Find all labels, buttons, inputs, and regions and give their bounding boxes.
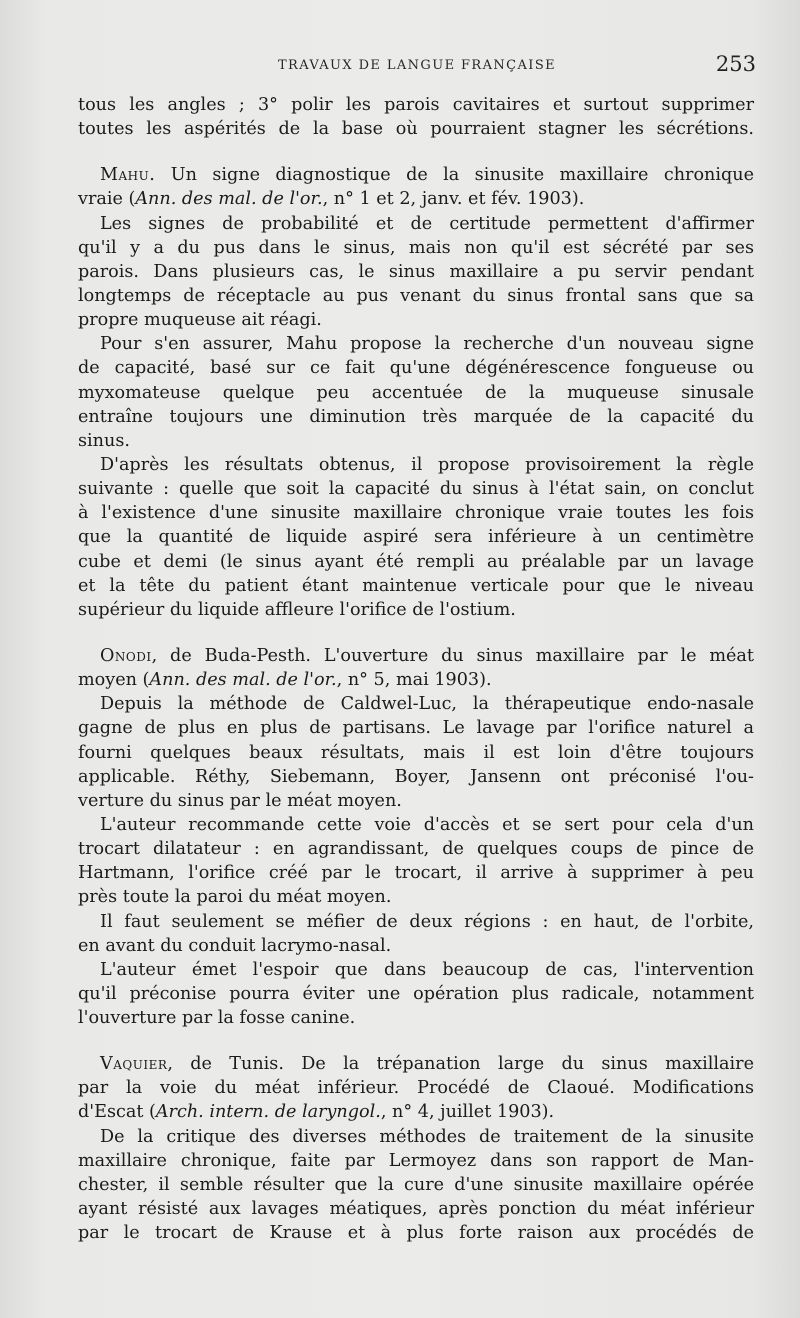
text-line: de capacité, basé sur ce fait qu'une dégénérescence fongueuse ou — [78, 358, 754, 379]
text-line: entraîne toujours une diminution très marquée de la capacité du — [78, 406, 754, 427]
text-line: à l'existence d'une sinusite maxillaire chronique vraie toutes les fois — [78, 503, 754, 524]
text-line: d'Escat (Arch. intern. de laryngol., n° 4, juillet 1903). — [78, 1102, 555, 1123]
text-line: et la tête du patient étant maintenue verticale pour que le niveau — [78, 575, 754, 596]
text-line: qu'il préconise pourra éviter une opération plus radicale, notamment — [78, 983, 754, 1004]
text-line: maxillaire chronique, faite par Lermoyez dans son rapport de Man- — [78, 1150, 754, 1171]
author-name: Mahu. — [100, 165, 156, 186]
text-line: cube et demi (le sinus ayant été rempli au préalable par un lavage — [78, 551, 754, 572]
author-name: Vaquier — [100, 1054, 168, 1075]
entry-mahu-heading-line: Mahu. Un signe diagnostique de la sinusite maxillaire chronique — [100, 165, 754, 186]
text-line: en avant du conduit lacrymo-nasal. — [78, 935, 392, 956]
text-line: supérieur du liquide affleure l'orifice de l'ostium. — [78, 599, 516, 620]
text-line: sinus. — [78, 430, 130, 451]
text-line: parois. Dans plusieurs cas, le sinus maxillaire a pu servir pendant — [78, 261, 754, 282]
text-line: verture du sinus par le méat moyen. — [78, 790, 402, 811]
text-line: moyen (Ann. des mal. de l'or., n° 5, mai 1903). — [78, 670, 492, 691]
page-number: 253 — [715, 52, 756, 76]
text-line: Pour s'en assurer, Mahu propose la recherche d'un nouveau signe — [100, 334, 754, 355]
text-line: vraie (Ann. des mal. de l'or., n° 1 et 2, janv. et fév. 1903). — [78, 189, 585, 210]
text-line: qu'il y a du pus dans le sinus, mais non qu'il est sécrété par ses — [78, 237, 754, 258]
text-line: Les signes de probabilité et de certitude permettent d'affirmer — [100, 213, 754, 234]
text-line: tous les angles ; 3° polir les parois cavitaires et surtout supprimer — [78, 95, 754, 115]
journal-title: Ann. des mal. de l'or. — [149, 670, 337, 691]
text-line: Il faut seulement se méfier de deux régions : en haut, de l'orbite, — [100, 911, 754, 932]
text-line: par la voie du méat inférieur. Procédé de Claoué. Modifications — [78, 1078, 754, 1099]
text-line: D'après les résultats obtenus, il propose provisoirement la règle — [100, 454, 754, 475]
text-line: propre muqueuse ait réagi. — [78, 310, 322, 331]
text-line: fourni quelques beaux résultats, mais il est loin d'être toujours — [78, 742, 754, 763]
text-line: près toute la paroi du méat moyen. — [78, 887, 392, 908]
entry-onodi-heading-line: Onodi, de Buda-Pesth. L'ouverture du sinus maxillaire par le méat — [100, 645, 754, 666]
text-line: De la critique des diverses méthodes de traitement de la sinusite — [100, 1126, 754, 1147]
journal-title: Ann. des mal. de l'or. — [135, 189, 323, 210]
text-line: par le trocart de Krause et à plus forte raison aux procédés de — [78, 1223, 754, 1244]
text-line: L'auteur émet l'espoir que dans beaucoup de cas, l'intervention — [100, 959, 754, 980]
text-line: applicable. Réthy, Siebemann, Boyer, Jansenn ont préconisé l'ou- — [78, 766, 754, 787]
text-line: myxomateuse quelque peu accentuée de la muqueuse sinusale — [78, 382, 754, 403]
body-text — [78, 93, 754, 1245]
running-head: TRAVAUX DE LANGUE FRANÇAISE — [277, 58, 557, 73]
text-line: toutes les aspérités de la base où pourraient stagner les sécrétions. — [78, 119, 754, 140]
text-line: gagne de plus en plus de partisans. Le lavage par l'orifice naturel a — [78, 718, 754, 739]
page-header — [78, 52, 756, 82]
author-name: Onodi — [100, 645, 152, 666]
text-line: Depuis la méthode de Caldwel-Luc, la thérapeutique endo-nasale — [100, 694, 754, 715]
text-line: chester, il semble résulter que la cure d'une sinusite maxillaire opérée — [78, 1174, 754, 1195]
entry-vaquier-heading-line: Vaquier, de Tunis. De la trépanation large du sinus maxillaire — [100, 1054, 754, 1075]
text-line: ayant résisté aux lavages méatiques, après ponction du méat inférieur — [78, 1199, 754, 1220]
text-line: suivante : quelle que soit la capacité du sinus à l'état sain, on conclut — [78, 479, 754, 500]
text-line: Hartmann, l'orifice créé par le trocart, il arrive à supprimer à peu — [78, 863, 754, 884]
journal-title: Arch. intern. de laryngol. — [155, 1102, 381, 1123]
text-line: que la quantité de liquide aspiré sera inférieure à un centimètre — [78, 527, 754, 548]
text-line: L'auteur recommande cette voie d'accès et se sert pour cela d'un — [100, 814, 754, 835]
text-line: l'ouverture par la fosse canine. — [78, 1008, 356, 1029]
text-line: longtemps de réceptacle au pus venant du sinus frontal sans que sa — [78, 285, 754, 306]
text-line: trocart dilatateur : en agrandissant, de quelques coups de pince de — [78, 839, 754, 860]
